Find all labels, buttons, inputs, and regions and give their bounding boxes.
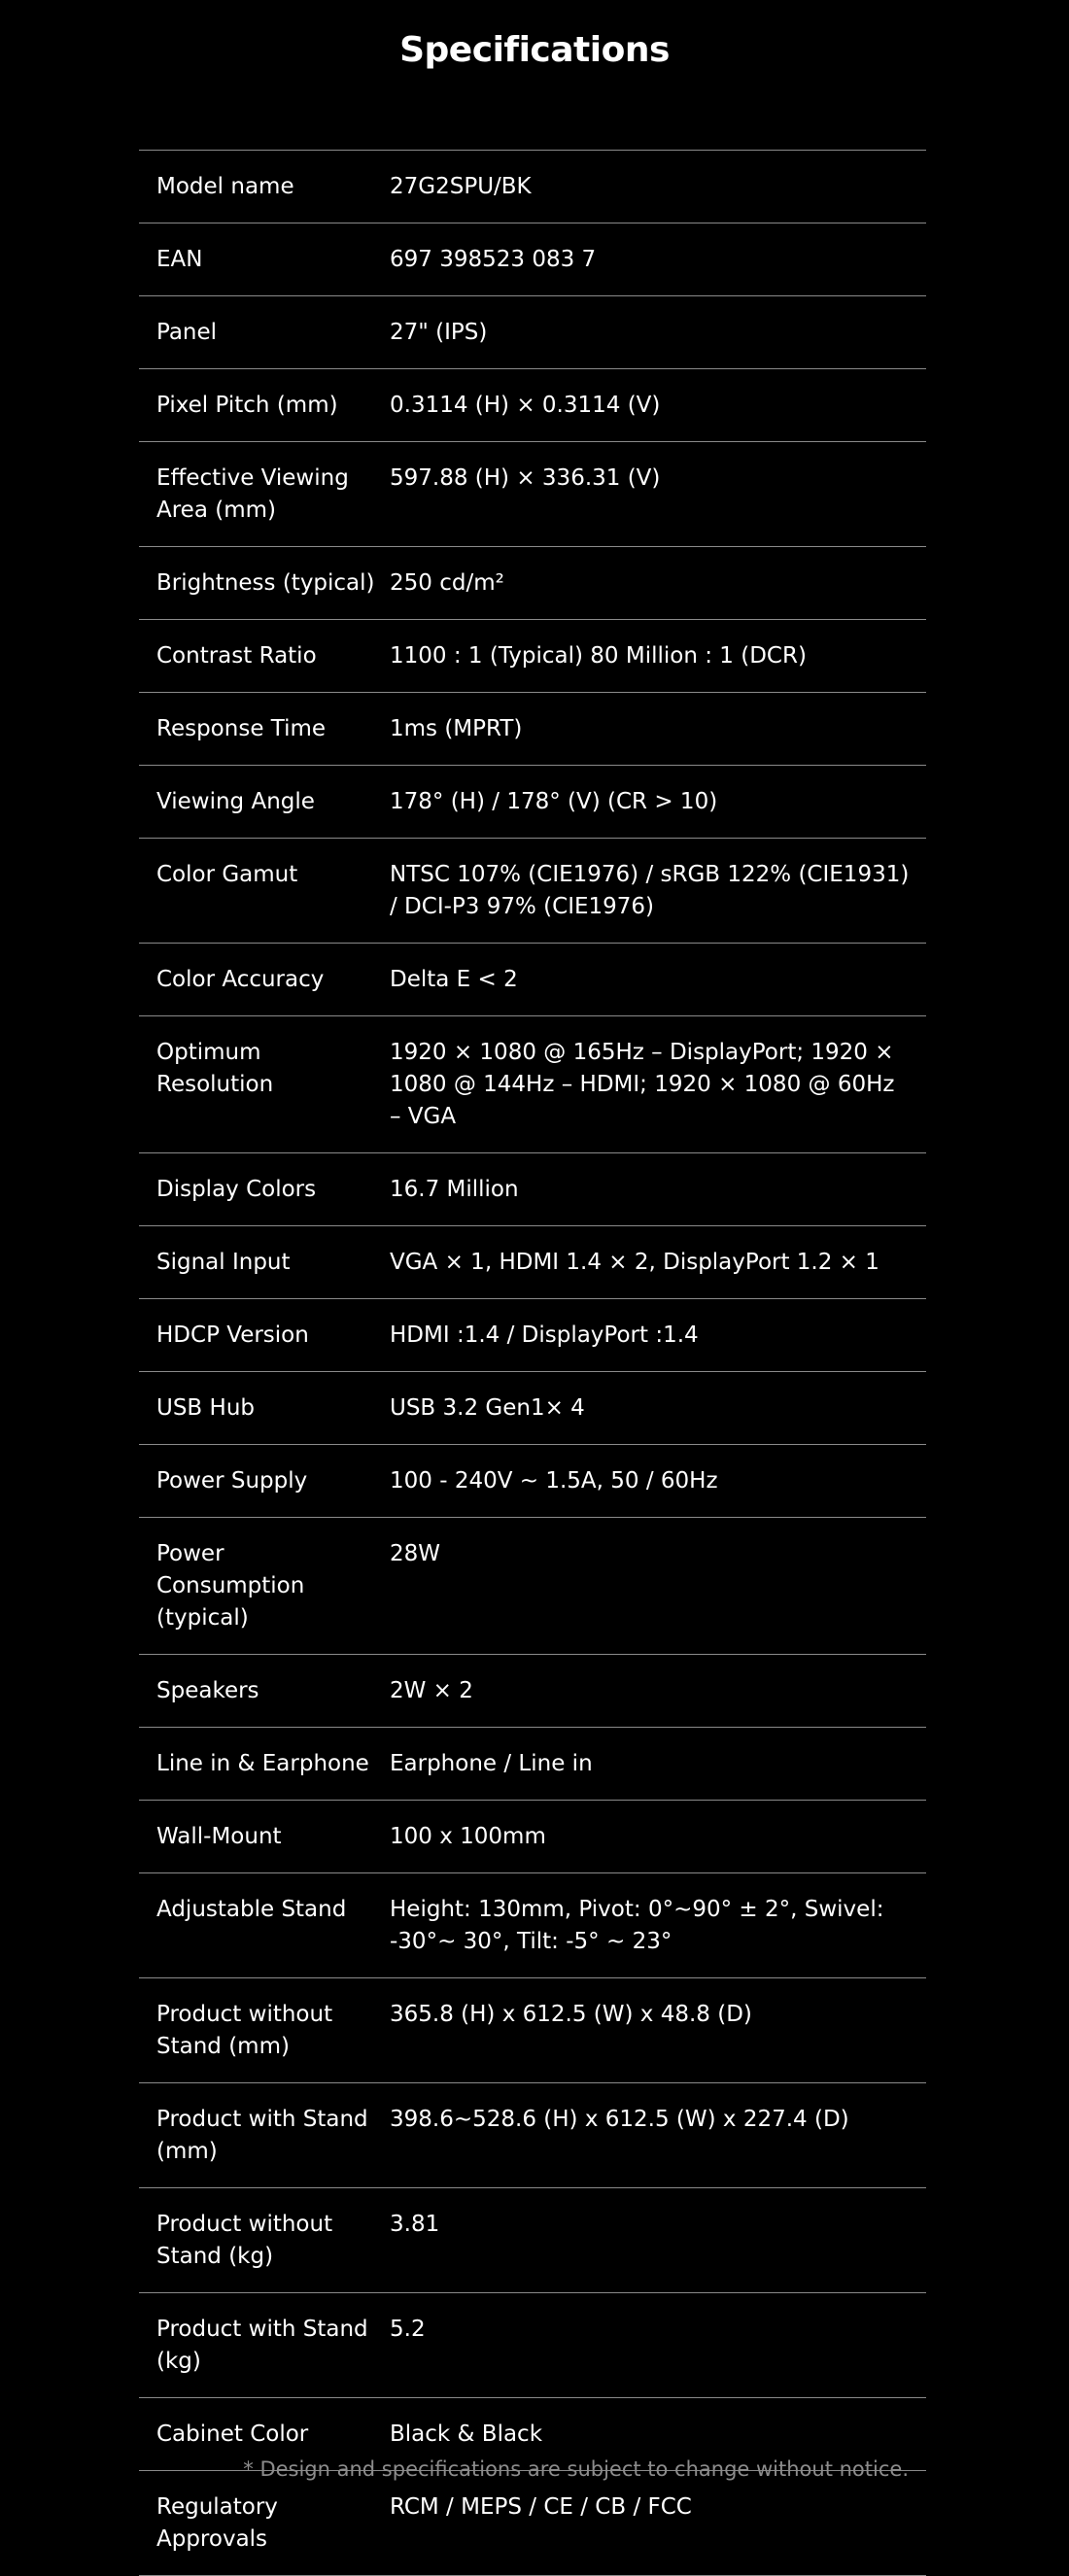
spec-row xyxy=(139,296,926,369)
spec-label: Adjustable Stand xyxy=(156,1897,347,1922)
spec-label: Cabinet Color xyxy=(156,2421,309,2447)
spec-row xyxy=(139,944,926,1016)
spec-value: 365.8 (H) x 612.5 (W) x 48.8 (D) xyxy=(390,2002,752,2027)
spec-label: Product with Stand (mm) xyxy=(156,2107,368,2164)
spec-label: Color Accuracy xyxy=(156,967,325,992)
spec-row xyxy=(139,620,926,693)
spec-value: 27" (IPS) xyxy=(390,320,488,345)
spec-value: 3.81 xyxy=(390,2212,440,2237)
spec-label: Effective Viewing Area (mm) xyxy=(156,465,349,523)
specifications-table xyxy=(139,150,926,2576)
spec-label: Product without Stand (kg) xyxy=(156,2212,333,2269)
spec-row xyxy=(139,442,926,547)
spec-row xyxy=(139,1016,926,1153)
spec-value: 0.3114 (H) × 0.3114 (V) xyxy=(390,393,661,418)
spec-label: Brightness (typical) xyxy=(156,570,375,596)
spec-value: 250 cd/m² xyxy=(390,570,504,596)
spec-row xyxy=(139,151,926,223)
spec-label: Pixel Pitch (mm) xyxy=(156,393,338,418)
spec-value: Earphone / Line in xyxy=(390,1751,593,1776)
spec-row xyxy=(139,2083,926,2188)
spec-label: Viewing Angle xyxy=(156,789,315,814)
spec-value: 100 - 240V ~ 1.5A, 50 / 60Hz xyxy=(390,1468,718,1494)
spec-label: Speakers xyxy=(156,1678,259,1703)
spec-value: 398.6~528.6 (H) x 612.5 (W) x 227.4 (D) xyxy=(390,2107,849,2132)
spec-row xyxy=(139,693,926,766)
disclaimer-note: * Design and specifications are subject to change without notice. xyxy=(243,2457,909,2481)
spec-value: HDMI :1.4 / DisplayPort :1.4 xyxy=(390,1322,699,1348)
spec-value: 27G2SPU/BK xyxy=(390,174,532,199)
spec-value: 16.7 Million xyxy=(390,1177,519,1202)
spec-row xyxy=(139,1873,926,1978)
spec-row xyxy=(139,1728,926,1801)
page-title: Specifications xyxy=(399,30,670,70)
spec-label: Wall-Mount xyxy=(156,1824,282,1849)
spec-value: 28W xyxy=(390,1541,441,1566)
spec-value: 697 398523 083 7 xyxy=(390,247,597,272)
spec-label: Signal Input xyxy=(156,1250,291,1275)
spec-label: Power Supply xyxy=(156,1468,308,1494)
spec-value: Height: 130mm, Pivot: 0°~90° ± 2°, Swivel: -30°~ 30°, Tilt: -5° ~ 23° xyxy=(390,1897,884,1954)
spec-value: 2W × 2 xyxy=(390,1678,473,1703)
spec-row xyxy=(139,223,926,296)
spec-value: Delta E < 2 xyxy=(390,967,518,992)
spec-value: 5.2 xyxy=(390,2317,426,2342)
spec-label: Response Time xyxy=(156,716,327,741)
spec-label: Optimum Resolution xyxy=(156,1040,274,1097)
spec-label: HDCP Version xyxy=(156,1322,309,1348)
spec-value: 178° (H) / 178° (V) (CR > 10) xyxy=(390,789,718,814)
spec-label: Product without Stand (mm) xyxy=(156,2002,333,2059)
spec-row xyxy=(139,1372,926,1445)
spec-row xyxy=(139,1801,926,1873)
spec-label: Display Colors xyxy=(156,1177,317,1202)
spec-value: VGA × 1, HDMI 1.4 × 2, DisplayPort 1.2 × 1 xyxy=(390,1250,879,1275)
spec-row xyxy=(139,1299,926,1372)
spec-label: Regulatory Approvals xyxy=(156,2494,278,2552)
spec-label: EAN xyxy=(156,247,203,272)
spec-row xyxy=(139,766,926,839)
spec-row xyxy=(139,1226,926,1299)
spec-row xyxy=(139,2471,926,2576)
spec-row xyxy=(139,1445,926,1518)
spec-value: 597.88 (H) × 336.31 (V) xyxy=(390,465,661,491)
spec-value: USB 3.2 Gen1× 4 xyxy=(390,1395,585,1421)
spec-row xyxy=(139,2293,926,2398)
spec-row xyxy=(139,369,926,442)
spec-label: Panel xyxy=(156,320,218,345)
spec-row xyxy=(139,1655,926,1728)
spec-label: Contrast Ratio xyxy=(156,643,317,669)
spec-label: Color Gamut xyxy=(156,862,298,887)
spec-row xyxy=(139,839,926,944)
spec-row xyxy=(139,1518,926,1655)
spec-value: 100 x 100mm xyxy=(390,1824,546,1849)
spec-label: Power Consumption (typical) xyxy=(156,1541,305,1631)
spec-label: Line in & Earphone xyxy=(156,1751,369,1776)
spec-value: 1ms (MPRT) xyxy=(390,716,523,741)
spec-row xyxy=(139,1978,926,2083)
spec-label: Model name xyxy=(156,174,294,199)
spec-label: Product with Stand (kg) xyxy=(156,2317,368,2374)
spec-value: NTSC 107% (CIE1976) / sRGB 122% (CIE1931) / DCI-P3 97% (CIE1976) xyxy=(390,862,910,919)
spec-value: 1920 × 1080 @ 165Hz – DisplayPort; 1920 × 1080 @ 144Hz – HDMI; 1920 × 1080 @ 60Hz – VGA xyxy=(390,1040,895,1129)
spec-value: 1100 : 1 (Typical) 80 Million : 1 (DCR) xyxy=(390,643,807,669)
spec-value: RCM / MEPS / CE / CB / FCC xyxy=(390,2494,692,2520)
spec-row xyxy=(139,2188,926,2293)
spec-row xyxy=(139,1153,926,1226)
spec-row xyxy=(139,547,926,620)
spec-value: Black & Black xyxy=(390,2421,543,2447)
spec-label: USB Hub xyxy=(156,1395,255,1421)
